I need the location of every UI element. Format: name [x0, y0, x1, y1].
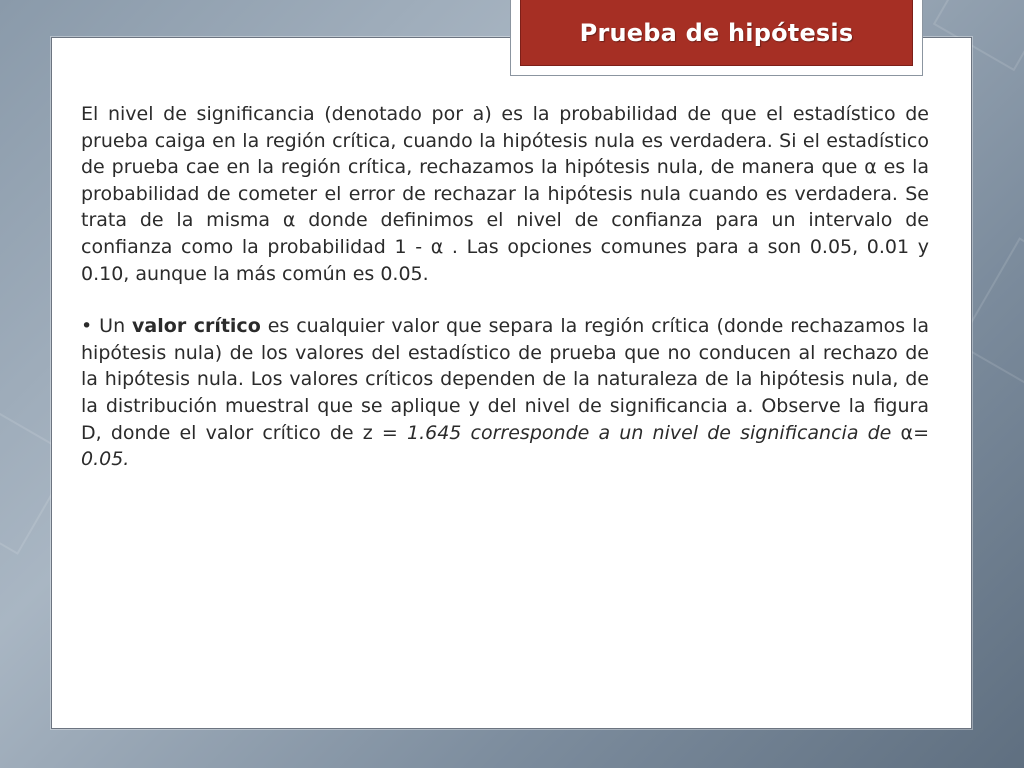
title-frame — [510, 0, 923, 76]
slide-title: Prueba de hipótesis — [579, 18, 854, 47]
paragraph-significance-level — [81, 101, 929, 287]
term-critical-value: valor crítico — [132, 315, 261, 338]
bullet-marker: • — [81, 315, 93, 338]
paragraph-text: es cualquier valor que separa la región crítica (donde rechazamos la hipótesis nula) de los valores del estadístico de prueba que no conducen al rechazo de la hipótesis nula. Los valores críticos dependen de la naturaleza de la hipótesis nula, de la distribución muestral que se aplique y del nivel de significancia a. Observe la figura D, donde el valor crítico de z = — [81, 315, 929, 444]
slide-content-panel — [51, 37, 972, 729]
paragraph-lead: Un — [99, 315, 126, 338]
paragraph-critical-value — [81, 313, 929, 473]
alpha-equals: α= — [900, 421, 929, 444]
title-banner — [520, 0, 913, 66]
paragraph-italic-text: 1.645 corresponde a un nivel de significancia de — [407, 421, 892, 444]
paragraph-text: El nivel de significancia (denotado por a) es la probabilidad de que el estadístico de prueba caiga en la región crítica, cuando la hipótesis nula es verdadera. Si el estadístico de prueba cae en la región crítica, rechazamos la hipótesis nula, de manera que α es la probabilidad de cometer el error de rechazar la hipótesis nula cuando es verdadera. Se trata de la misma α donde definimos el nivel de confianza para un intervalo de confianza como la probabilidad 1 - α . Las opciones comunes para a son 0.05, 0.01 y 0.10, aunque la más común es 0.05. — [81, 103, 929, 285]
alpha-value: 0.05. — [81, 448, 130, 471]
slide-body — [81, 101, 929, 499]
